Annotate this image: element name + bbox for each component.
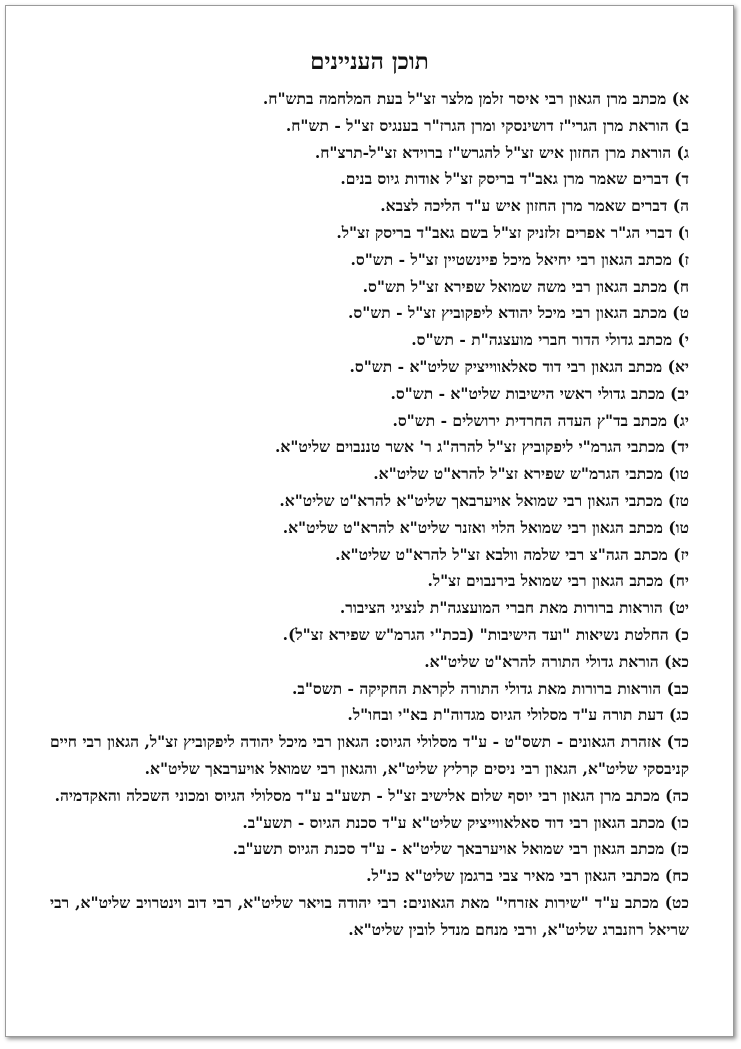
toc-entry: ט) מכתב הגאון רבי מיכל יהודא ליפקוביץ זצ"ל - תש"ס. <box>348 303 689 323</box>
toc-entry: ז) מכתב הגאון רבי יחיאל מיכל פיינשטיין זצ"ל - תש"ס. <box>350 249 689 269</box>
toc-entry: ו) דברי הג"ר אפרים זלזניק זצ"ל בשם גאב"ד בריסק זצ"ל. <box>336 222 689 242</box>
toc-entry: ד) דברים שאמר מרן גאב"ד בריסק זצ"ל אודות גיוס בנים. <box>340 169 689 189</box>
page-title: תוכן העניינים <box>310 48 429 75</box>
toc-entry: כז) מכתב הגאון רבי שמואל אויערבאך שליט"א - ע"ד סכנת הגיוס תשע"ב. <box>232 839 689 859</box>
toc-entry: טז) מכתבי הגאון רבי שמואל אויערבאך שליט"א להרא"ט שליט"א. <box>279 490 689 510</box>
toc-entry: כג) דעת תורה ע"ד מסלולי הגיוס מגדוה"ת בא"י ובחו"ל. <box>347 705 689 725</box>
toc-entry: יז) מכתב הגה"צ רבי שלמה וולבא זצ"ל להרא"ט שליט"א. <box>335 544 689 564</box>
table-of-contents <box>50 86 689 944</box>
toc-entry: ב) הוראת מרן הגרי"ז דושינסקי ומרן הגרז"ר בענגיס זצ"ל - תש"ח. <box>285 115 689 135</box>
toc-entry: א) מכתב מרן הגאון רבי איסר זלמן מלצר זצ"ל בעת המלחמה בתש"ח. <box>262 89 689 108</box>
toc-entry: טו) מכתבי הגרמ"ש שפירא זצ"ל להרא"ט שליט"א. <box>373 464 689 484</box>
toc-entry: כה) מכתב מרן הגאון רבי יוסף שלום אלישיב זצ"ל - תשע"ב ע"ד מסלולי הגיוס ומכוני השכלה והאקדמיה. <box>54 785 689 805</box>
toc-entry: יא) מכתב הגאון רבי דוד סאלאווייציק שליט"א - תש"ס. <box>349 356 689 376</box>
toc-entry: יט) הוראות ברורות מאת חברי המועצגה"ת לנציגי הציבור. <box>339 598 689 618</box>
document-page <box>5 5 734 1037</box>
toc-entry: י) מכתב גדולי הדור חברי מועצגה"ת - תש"ס. <box>411 330 689 350</box>
toc-entry: כו) מכתב הגאון רבי דוד סאלאווייציק שליט"א ע"ד סכנת הגיוס - תשע"ב. <box>242 812 689 832</box>
toc-entry: ח) מכתב הגאון רבי משה שמואל שפירא זצ"ל תש"ס. <box>362 276 689 296</box>
toc-entry: יב) מכתב גדולי ראשי הישיבות שליט"א - תש"ס. <box>390 383 689 403</box>
toc-entry: טו) מכתב הגאון רבי שמואל הלוי ואזנר שליט"א להרא"ט שליט"א. <box>282 517 689 537</box>
toc-entry: כט) מכתב ע"ד "שירות אזרחי" מאת הגאונים: רבי יהודה בויאר שליט"א, רבי דוב וינטרויב שליט"א, רבי שריאל רוזנברג שליט"א, ורבי מנחם מנדל לובין שליט"א. <box>50 892 689 939</box>
toc-entry: כב) הוראות ברורות מאת גדולי התורה לקראת החקיקה - תשס"ב. <box>291 678 689 698</box>
toc-entry: יג) מכתב בד"ץ העדה החרדית ירושלים - תש"ס. <box>392 410 689 430</box>
toc-entry: ג) הוראת מרן החזון איש זצ"ל להגרש"ז ברוידא זצ"ל-תרצ"ח. <box>314 142 689 162</box>
toc-entry: כ) החלטת נשיאות "ועד הישיבות" (בכת"י הגרמ"ש שפירא זצ"ל). <box>282 624 689 644</box>
toc-entry: ה) דברים שאמר מרן החזון איש ע"ד הליכה לצבא. <box>380 196 689 216</box>
toc-entry: כח) מכתבי הגאון רבי מאיר צבי ברגמן שליט"א כנ"ל. <box>366 866 689 886</box>
toc-entry: כא) הוראת גדולי התורה להרא"ט שליט"א. <box>424 651 689 671</box>
toc-entry: כד) אזהרת הגאונים - תשס"ט - ע"ד מסלולי הגיוס: הגאון רבי מיכל יהודה ליפקוביץ זצ"ל, הגאון רבי חיים קניבסקי שליט"א, הגאון רבי ניסים קרליץ שליט"א, והגאון רבי שמואל אויערבאך שליט"א. <box>50 732 689 778</box>
toc-entry: יד) מכתבי הגרמ"י ליפקוביץ זצ"ל להרה"ג ר' אשר טננבוים שליט"א. <box>274 437 689 457</box>
toc-entry: יח) מכתב הגאון רבי שמואל בירנבוים זצ"ל. <box>427 571 689 591</box>
